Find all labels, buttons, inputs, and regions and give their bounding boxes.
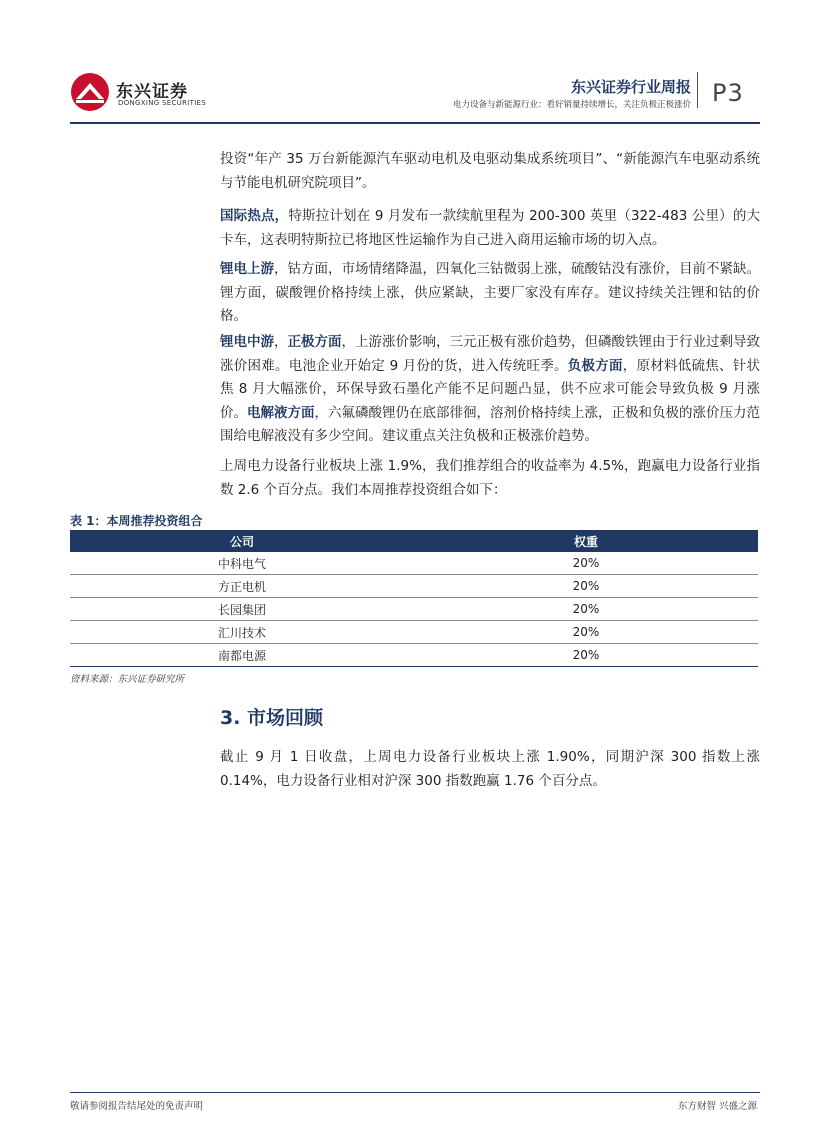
- company-logo: [70, 72, 207, 114]
- paragraph-performance: [220, 455, 760, 502]
- paragraph-international: [220, 205, 760, 252]
- paragraph-text: ，原材料低硫焦、针状焦 8 月大幅涨价，环保导致石墨化产能不足问题凸显，供不应求可能会导致负极 9 月涨价。: [220, 357, 761, 421]
- paragraph-text: ，钴方面，市场情绪降温，四氧化三钴微弱上涨，硫酸钴没有涨价，目前不紧缺。锂方面，碳酸锂价格持续上涨，供应紧缺，主要厂家没有库存。建议持续关注锂和钴的价格。: [220, 261, 760, 324]
- paragraph-upstream: [220, 258, 760, 329]
- cell-company: 方正电机: [70, 575, 414, 598]
- paragraph-text: 上周电力设备行业板块上涨 1.9%，我们推荐组合的收益率为 4.5%，跑赢电力设备行业指数 2.6 个百分点。我们本周推荐投资组合如下：: [220, 458, 760, 498]
- header-rule: [70, 122, 760, 124]
- paragraph-text: 特斯拉计划在 9 月发布一款续航里程为 200-300 英里（322-483 公里）的大卡车，这表明特斯拉已将地区性运输作为自己进入商用运输市场的切入点。: [220, 208, 761, 248]
- paragraph-text: ，六氟磷酸锂仍在底部徘徊，溶剂价格持续上涨，正极和负极的涨价压力范围给电解液没有多少空间。建议重点关注负极和正极涨价趋势。: [220, 404, 760, 444]
- cell-weight: 20%: [414, 552, 758, 575]
- logo-text-en: DONGXING SECURITIES: [118, 99, 207, 107]
- footer-rule: [70, 1092, 760, 1093]
- table-source: 资料来源：东兴证券研究所: [70, 674, 185, 685]
- cell-weight: 20%: [414, 644, 758, 667]
- paragraph-market-review: [220, 746, 760, 793]
- footer-slogan: 东方财智 兴盛之源: [677, 1101, 757, 1112]
- table-caption: 表 1：本周推荐投资组合: [70, 514, 203, 528]
- cell-company: 汇川技术: [70, 621, 414, 644]
- section-title: 3. 市场回顾: [220, 707, 324, 729]
- paragraph-text: 截止 9 月 1 日收盘，上周电力设备行业板块上涨 1.90%，同期沪深 300 指数上涨 0.14%，电力设备行业相对沪深 300 指数跑赢 1.76 个百分点。: [220, 749, 760, 789]
- paragraph-text: 投资“年产 35 万台新能源汽车驱动电机及电驱动集成系统项目”、“新能源汽车电驱动系统与节能电机研究院项目”。: [220, 151, 760, 191]
- cell-weight: 20%: [414, 575, 758, 598]
- cell-company: 中科电气: [70, 552, 414, 575]
- cell-weight: 20%: [414, 621, 758, 644]
- table-row: [70, 621, 758, 644]
- table-row: [70, 552, 758, 575]
- paragraph-midstream: [220, 331, 760, 449]
- paragraph-heading: 锂电上游: [220, 261, 274, 277]
- paragraph-heading: 国际热点，: [220, 208, 289, 224]
- paragraph-investment: [220, 148, 760, 195]
- header-company: 公司: [70, 530, 414, 552]
- logo-text-cn: 东兴证券: [116, 82, 188, 102]
- header-weight: 权重: [414, 530, 758, 552]
- table-row: [70, 598, 758, 621]
- page-number: P3: [712, 79, 744, 107]
- header-divider: [697, 72, 698, 108]
- portfolio-table: [70, 530, 758, 667]
- table-row: [70, 644, 758, 667]
- paragraph-heading: 负极方面: [567, 357, 623, 374]
- footer-disclaimer: 敬请参阅报告结尾处的免责声明: [70, 1101, 204, 1112]
- report-series-title: 东兴证券行业周报: [570, 78, 691, 96]
- cell-weight: 20%: [414, 598, 758, 621]
- logo-emblem-icon: [70, 72, 110, 112]
- paragraph-text: ，上游涨价影响，三元正极有涨价趋势，但磷酸铁锂由于行业过剩导致涨价困难。电池企业开始定 9 月份的货，进入传统旺季。: [220, 334, 760, 374]
- paragraph-heading: 电解液方面: [247, 404, 315, 421]
- paragraph-heading: 锂电中游: [220, 334, 274, 350]
- paragraph-heading: 正极方面: [287, 334, 342, 350]
- paragraph-text: ，: [274, 334, 288, 350]
- cell-company: 长园集团: [70, 598, 414, 621]
- table-row: [70, 575, 758, 598]
- cell-company: 南都电源: [70, 644, 414, 667]
- report-subtitle: 电力设备与新能源行业：看好销量持续增长，关注负极正极涨价: [452, 100, 691, 110]
- table-header-row: [70, 530, 758, 552]
